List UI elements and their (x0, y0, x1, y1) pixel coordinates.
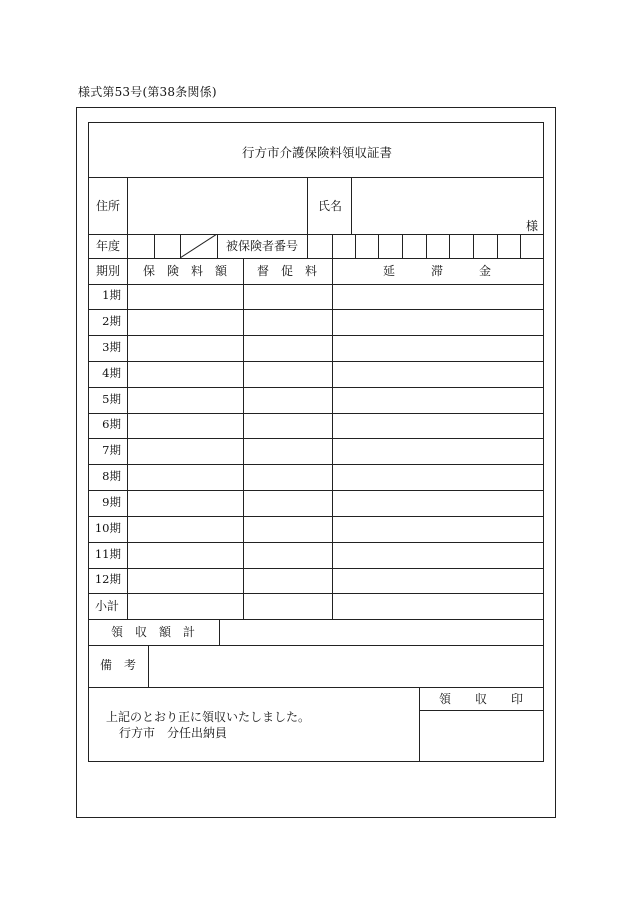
period-row-label: 7期 (102, 443, 121, 457)
divider (473, 234, 474, 258)
reminder-fee-header: 督 促 料 (256, 264, 318, 278)
form-title: 行方市介護保険料領収証書 (241, 145, 393, 160)
divider (89, 645, 543, 646)
divider (89, 490, 543, 491)
divider (89, 464, 543, 465)
divider (89, 309, 543, 310)
divider (89, 177, 543, 178)
receipt-statement: 上記のとおり正に領収いたしました。 (106, 710, 311, 724)
divider (89, 258, 543, 259)
period-row-label: 11期 (94, 547, 121, 561)
period-row-label: 3期 (102, 340, 121, 354)
divider (89, 568, 543, 569)
period-header: 期別 (96, 264, 121, 278)
receipt-form (88, 122, 544, 762)
divider (217, 234, 218, 258)
divider (89, 387, 543, 388)
address-label: 住所 (96, 199, 121, 213)
insured-number-label: 被保険者番号 (226, 239, 299, 253)
collector-label: 行方市 分任出納員 (119, 726, 228, 740)
divider (219, 619, 220, 645)
period-row-label: 8期 (102, 469, 121, 483)
subtotal-label: 小計 (95, 599, 120, 613)
divider (419, 687, 420, 761)
divider (355, 234, 356, 258)
period-row-label: 9期 (102, 495, 121, 509)
divider (127, 258, 128, 619)
received-total-label: 領 収 額 計 (110, 625, 196, 639)
divider (89, 361, 543, 362)
divider (89, 335, 543, 336)
divider (89, 234, 543, 235)
divider (378, 234, 379, 258)
divider (89, 542, 543, 543)
divider (89, 413, 543, 414)
name-label: 氏名 (318, 199, 343, 213)
divider (449, 234, 450, 258)
divider (307, 234, 308, 258)
divider (520, 234, 521, 258)
divider (307, 177, 308, 234)
divider (154, 234, 155, 258)
divider (332, 234, 333, 258)
divider (402, 234, 403, 258)
remarks-label: 備 考 (100, 658, 137, 672)
divider (89, 438, 543, 439)
divider (243, 258, 244, 619)
form-number-label: 様式第53号(第38条関係) (78, 85, 217, 99)
divider (497, 234, 498, 258)
period-row-label: 4期 (102, 366, 121, 380)
period-row-label: 6期 (102, 417, 121, 431)
divider (148, 645, 149, 687)
divider (89, 516, 543, 517)
period-row-label: 5期 (102, 392, 121, 406)
divider (127, 234, 128, 258)
honorific-label: 様 (526, 219, 539, 233)
period-row-label: 1期 (102, 288, 121, 302)
divider (426, 234, 427, 258)
late-fee-header: 延 滞 金 (382, 264, 492, 278)
divider (351, 177, 352, 234)
seal-label: 領 収 印 (438, 692, 524, 706)
divider (89, 619, 543, 620)
premium-header: 保 険 料 額 (142, 264, 228, 278)
year-label: 年度 (96, 239, 121, 253)
divider (89, 284, 543, 285)
divider (419, 710, 543, 711)
year-slash (180, 234, 217, 258)
divider (89, 593, 543, 594)
period-row-label: 12期 (94, 572, 121, 586)
divider (89, 687, 543, 688)
period-row-label: 2期 (102, 314, 121, 328)
divider (332, 258, 333, 619)
divider (127, 177, 128, 234)
period-row-label: 10期 (94, 521, 121, 535)
